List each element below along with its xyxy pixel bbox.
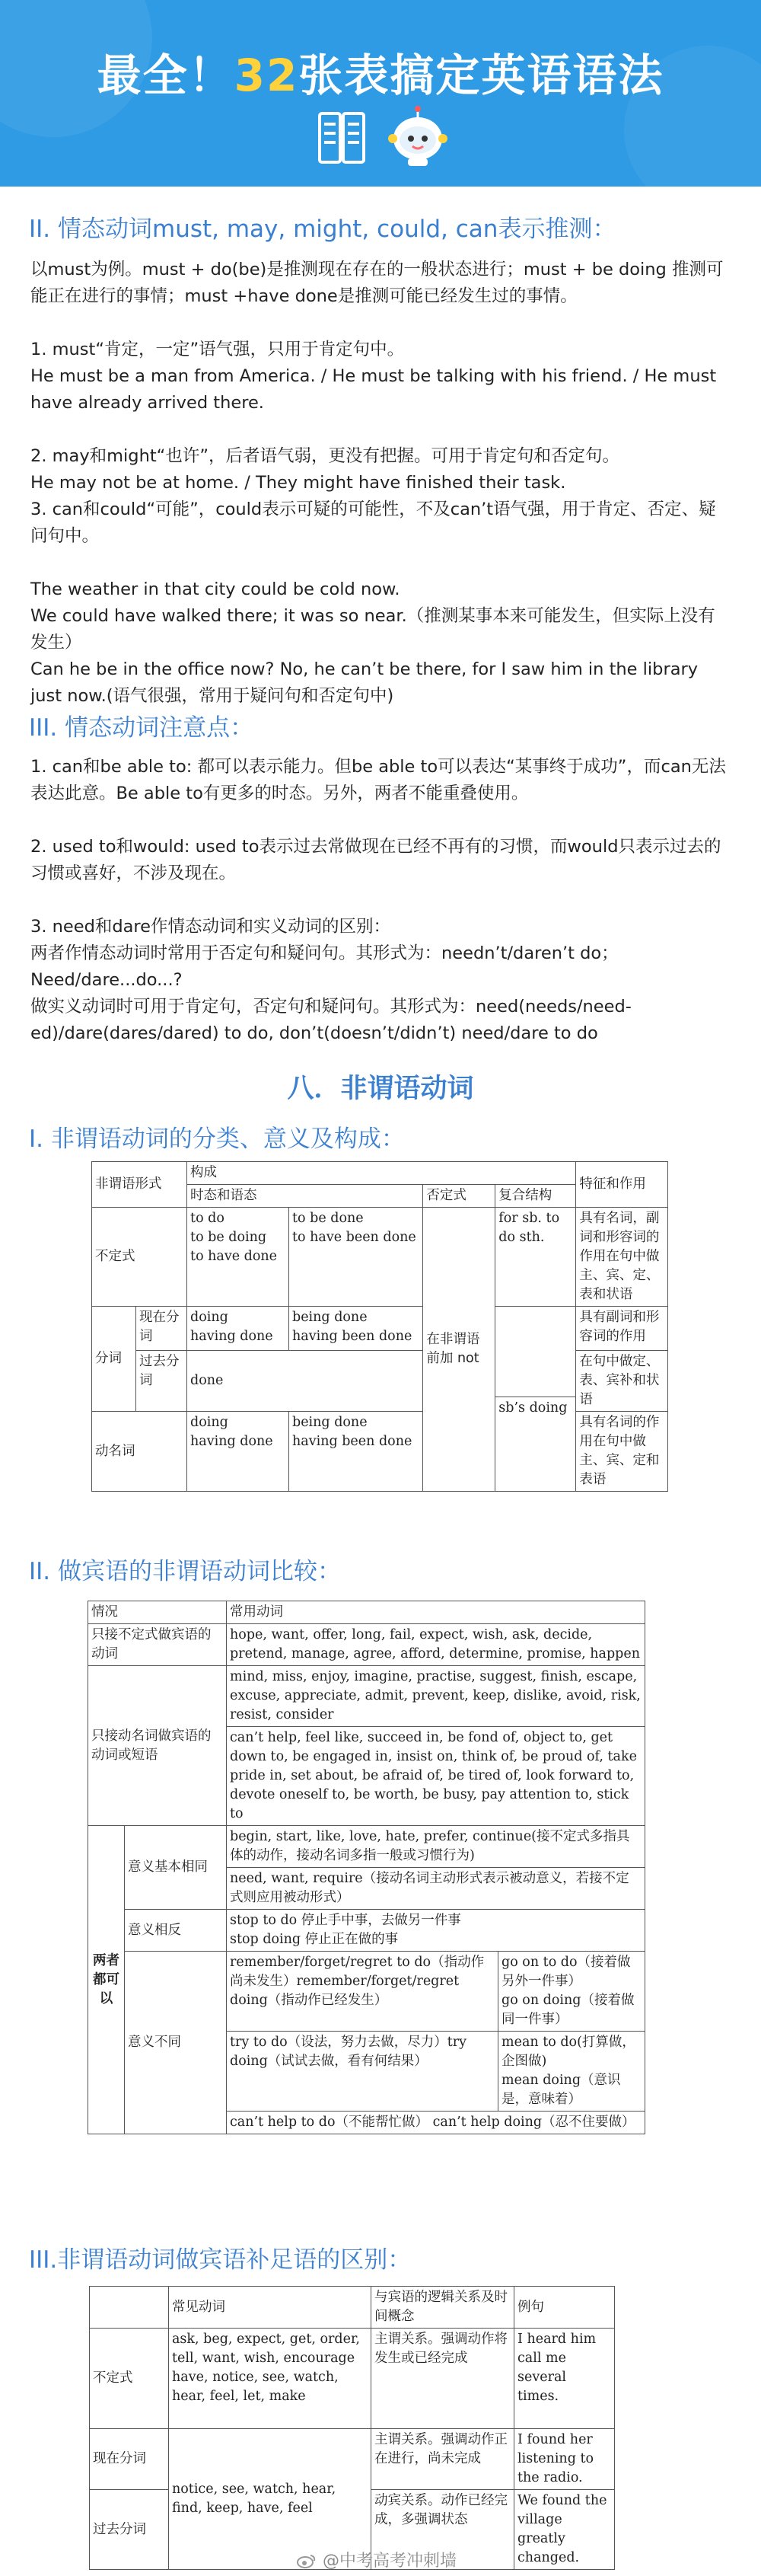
header-tense-voice: 时态和语态 <box>187 1185 423 1208</box>
case-gerund-only: 只接动名词做宾语的动词或短语 <box>88 1666 227 1826</box>
case-both: 两者都可以 <box>88 1826 125 2134</box>
header-function: 特征和作用 <box>576 1162 668 1208</box>
row-infinitive: 不定式 <box>92 1208 187 1307</box>
verbs-gerund-only-a: mind, miss, enjoy, imagine, practise, suggest, finish, escape, excuse, appreciate, admit, prevent, keep, dislike, avoid, risk, resist, consider <box>227 1666 645 1727</box>
row-infinitive-complement: 不定式 <box>90 2329 169 2429</box>
past-participle-relation: 动宾关系。动作已经完成，多强调状态 <box>371 2490 514 2570</box>
cell-present-active: doing having done <box>187 1307 289 1351</box>
row-past-participle: 过去分词 <box>136 1351 187 1412</box>
inf-complement-example: I heard him call me several times. <box>514 2329 615 2429</box>
same-meaning-1: begin, start, like, love, hate, prefer, continue(接不定式多指具体的动作，接动名词多指一般或习惯行为) <box>227 1826 645 1868</box>
section-heading-modal-inference: II. 情态动词must, may, might, could, can表示推测： <box>29 215 616 243</box>
weibo-logo-icon <box>297 2553 317 2568</box>
cell-negative-rule: 在非谓语前加 not <box>423 1208 495 1492</box>
header-common-verbs: 常见动词 <box>169 2287 371 2329</box>
weibo-watermark: @中考高考冲刺墙 <box>297 2548 457 2571</box>
table2-heading: II. 做宾语的非谓语动词比较： <box>29 1558 341 1585</box>
nonfinite-forms-table <box>91 1161 668 1492</box>
cell-inf-passive: to be done to have been done <box>289 1208 423 1307</box>
table3-heading: III.非谓语动词做宾语补足语的区别： <box>29 2246 412 2274</box>
inf-complement-relation: 主谓关系。强调动作将发生或已经完成 <box>371 2329 514 2429</box>
past-participle-example: We found the village greatly changed. <box>514 2490 615 2570</box>
header-form: 非谓语形式 <box>92 1162 187 1208</box>
modal-notes-body: 1. can和be able to: 都可以表示能力。但be able to可以表达“某事终于成功”，而can无法表达此意。Be able to有更多的时态。另外，两者不能重叠使用。 2. used to和would: used to表示过去常做现在已经不再有的习惯，而would只表示过去的习惯或喜好，不涉及现在。 3. need和dare作情态动词和实义动词的区别： 两者作情态动词时常用于否定句和疑问句。其形式为：needn’t/daren’t do；Need/dare...do...? 做实义动词时可用于肯定句，否定句和疑问句。其形式为：need(needs/need-ed)/dare(dares/dared) to do, don’t(doesn’t/didn’t) need/dare to do <box>30 757 726 1043</box>
object-comparison-table <box>88 1601 645 2134</box>
cell-past-form: done <box>187 1351 423 1412</box>
cell-gerund-function: 具有名词的作用在句中做主、宾、定和表语 <box>576 1412 668 1492</box>
case-infinitive-only: 只接不定式做宾语的动词 <box>88 1624 227 1666</box>
different-1b: go on to do（接着做另外一件事） <box>501 1955 631 1989</box>
cell-participle-function1: 具有副词和形容词的作用 <box>576 1307 668 1351</box>
header-negative: 否定式 <box>423 1185 495 1208</box>
table1-heading: I. 非谓语动词的分类、意义及构成： <box>29 1125 405 1153</box>
header-verbs: 常用动词 <box>227 1601 645 1624</box>
cell-inf-function: 具有名词，副词和形容词的作用在句中做主、宾、定、表和状语 <box>576 1208 668 1307</box>
header-case: 情况 <box>88 1601 227 1624</box>
cell-gerund-complex: sb’s doing <box>495 1397 575 1419</box>
case-opposite-meaning: 意义相反 <box>125 1910 227 1952</box>
cell-present-passive: being done having been done <box>289 1307 423 1351</box>
row-present-participle-complement: 现在分词 <box>90 2429 169 2490</box>
inf-complement-verbs: ask, beg, expect, get, order, tell, want, wish, encourage <box>172 2332 360 2366</box>
different-2: try to do（设法，努力去做，尽力）try doing（试试去做，看有何结果） <box>227 2032 498 2112</box>
header-example: 例句 <box>514 2287 615 2329</box>
cell-gerund-passive: being done having been done <box>289 1412 423 1492</box>
row-participle: 分词 <box>92 1307 136 1412</box>
inf-complement-verbs-2: have, notice, see, watch, hear, feel, let, make <box>172 2370 339 2404</box>
different-2c: mean doing（意识是，意味着） <box>501 2073 621 2107</box>
different-1c: go on doing（接着做同一件事） <box>501 1993 635 2027</box>
cell-inf-active: to do to be doing to have done <box>187 1208 289 1307</box>
page-title: 最全！32张表搞定英语语法 <box>97 49 664 101</box>
cell-gerund-active: doing having done <box>187 1412 289 1492</box>
header-structure: 构成 <box>187 1162 576 1185</box>
cell-participle-function2: 在句中做定、表、宾补和状语 <box>576 1351 668 1412</box>
different-1: remember/forget/regret to do（指动作尚未发生）remember/forget/regret doing（指动作已经发生） <box>227 1952 498 2032</box>
header-complex: 复合结构 <box>495 1185 576 1208</box>
robot-mascot-icon <box>387 105 449 169</box>
complement-table <box>89 2286 615 2570</box>
different-3: can’t help to do（不能帮忙做） can’t help doing（忍不住要做） <box>227 2112 645 2134</box>
row-gerund: 动名词 <box>92 1412 187 1492</box>
title-number: 32 <box>234 49 299 101</box>
row-present-participle: 现在分词 <box>136 1307 187 1351</box>
verbs-infinitive-only: hope, want, offer, long, fail, expect, wish, ask, decide, pretend, manage, agree, afford, determine, promise, happen <box>227 1624 645 1666</box>
header-relation: 与宾语的逻辑关系及时间概念 <box>371 2287 514 2329</box>
same-meaning-2: need, want, require（接动名词主动形式表示被动意义，若接不定式则应用被动形式） <box>227 1868 645 1910</box>
present-participle-example: I found her listening to the radio. <box>514 2429 615 2490</box>
opposite-2: stop doing 停止正在做的事 <box>230 1932 399 1947</box>
cell-inf-complex: for sb. to do sth. <box>495 1208 576 1307</box>
different-2b: mean to do(打算做，企图做) <box>501 2035 635 2069</box>
row-past-participle-complement: 过去分词 <box>90 2490 169 2570</box>
header-banner <box>0 0 761 187</box>
chapter-title: 八．非谓语动词 <box>287 1074 474 1104</box>
case-different-meaning: 意义不同 <box>125 1952 227 2134</box>
participle-complement-verbs: notice, see, watch, hear, find, keep, have, feel <box>169 2429 371 2570</box>
modal-inference-body: 以must为例。must + do(be)是推测现在存在的一般状态进行；must + be doing 推测可能正在进行的事情；must +have done是推测可能已经发生过的事情。 1. must“肯定，一定”语气强，只用于肯定句中。 He must be a man from America. / He must be talking with his friend. / He must have already arrived there. 2. may和might“也许”，后者语气弱，更没有把握。可用于肯定句和否定句。 He may not be at home. / They might have finished their task. 3. can和could“可能”，could表示可疑的可能性，不及can’t语气强，用于肯定、否定、疑问句中。 The weather in that city could be cold now. We could have walked there; it was so near.（推测某事本来可能发生，但实际上没有发生） Can he be in the office now? No, he can’t be there, for I saw him in the library just now.(语气很强，常用于疑问句和否定句中) <box>30 260 724 706</box>
opposite-1: stop to do 停止手中事，去做另一件事 <box>230 1913 461 1928</box>
section-heading-modal-notes: III. 情态动词注意点： <box>29 714 254 742</box>
verbs-gerund-only-b: can’t help, feel like, succeed in, be fond of, object to, get down to, be engaged in, insist on, think of, be proud of, take pride in, set about, be afraid of, be tired of, look forward to, devote oneself to, be worth, be busy, pay attention to, stick to <box>227 1727 645 1826</box>
present-participle-relation: 主谓关系。强调动作正在进行，尚未完成 <box>371 2429 514 2490</box>
case-same-meaning: 意义基本相同 <box>125 1826 227 1910</box>
book-icon <box>318 110 365 165</box>
